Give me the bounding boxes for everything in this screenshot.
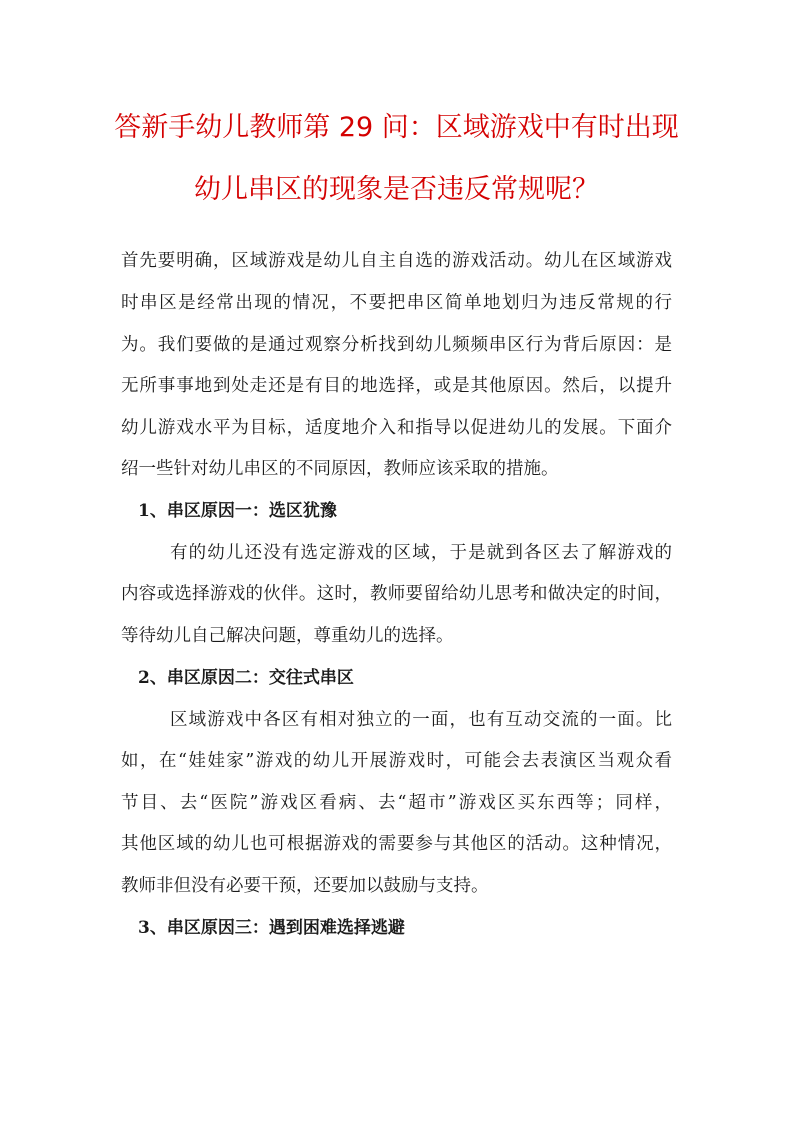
- intro-line: 首先要明确，区域游戏是幼儿自主自选的游戏活动。幼儿在区域游戏: [121, 251, 672, 271]
- section-1-line: 内容或选择游戏的伙伴。这时，教师要留给幼儿思考和做决定的时间，: [121, 584, 672, 604]
- title-line-2: 幼儿串区的现象是否违反常规呢？: [194, 174, 599, 205]
- intro-line: 绍一些针对幼儿串区的不同原因，教师应该采取的措施。: [121, 459, 559, 479]
- section-2-line: 区域游戏中各区有相对独立的一面，也有互动交流的一面。比: [170, 710, 672, 730]
- intro-line: 无所事事地到处走还是有目的地选择，或是其他原因。然后，以提升: [121, 376, 672, 396]
- section-1-line: 等待幼儿自己解决问题，尊重幼儿的选择。: [121, 626, 454, 646]
- section-heading-1: 1、串区原因一：选区犹豫: [138, 501, 337, 521]
- title-line-1: 答新手幼儿教师第 29 问：区域游戏中有时出现: [114, 112, 679, 143]
- section-heading-2: 2、串区原因二：交往式串区: [138, 668, 354, 688]
- section-2-line: 节目、去“医院”游戏区看病、去“超市”游戏区买东西等；同样，: [121, 793, 672, 813]
- intro-line: 为。我们要做的是通过观察分析找到幼儿频频串区行为背后原因：是: [121, 335, 672, 355]
- intro-line: 时串区是经常出现的情况，不要把串区简单地划归为违反常规的行: [121, 293, 672, 313]
- section-heading-3: 3、串区原因三：遇到困难选择逃避: [138, 918, 405, 938]
- section-1-line: 有的幼儿还没有选定游戏的区域，于是就到各区去了解游戏的: [170, 543, 672, 563]
- section-2-line: 其他区域的幼儿也可根据游戏的需要参与其他区的活动。这种情况，: [121, 834, 672, 854]
- intro-line: 幼儿游戏水平为目标，适度地介入和指导以促进幼儿的发展。下面介: [121, 418, 672, 438]
- section-2-line: 教师非但没有必要干预，还要加以鼓励与支持。: [121, 876, 489, 896]
- section-2-line: 如，在“娃娃家”游戏的幼儿开展游戏时，可能会去表演区当观众看: [121, 751, 672, 771]
